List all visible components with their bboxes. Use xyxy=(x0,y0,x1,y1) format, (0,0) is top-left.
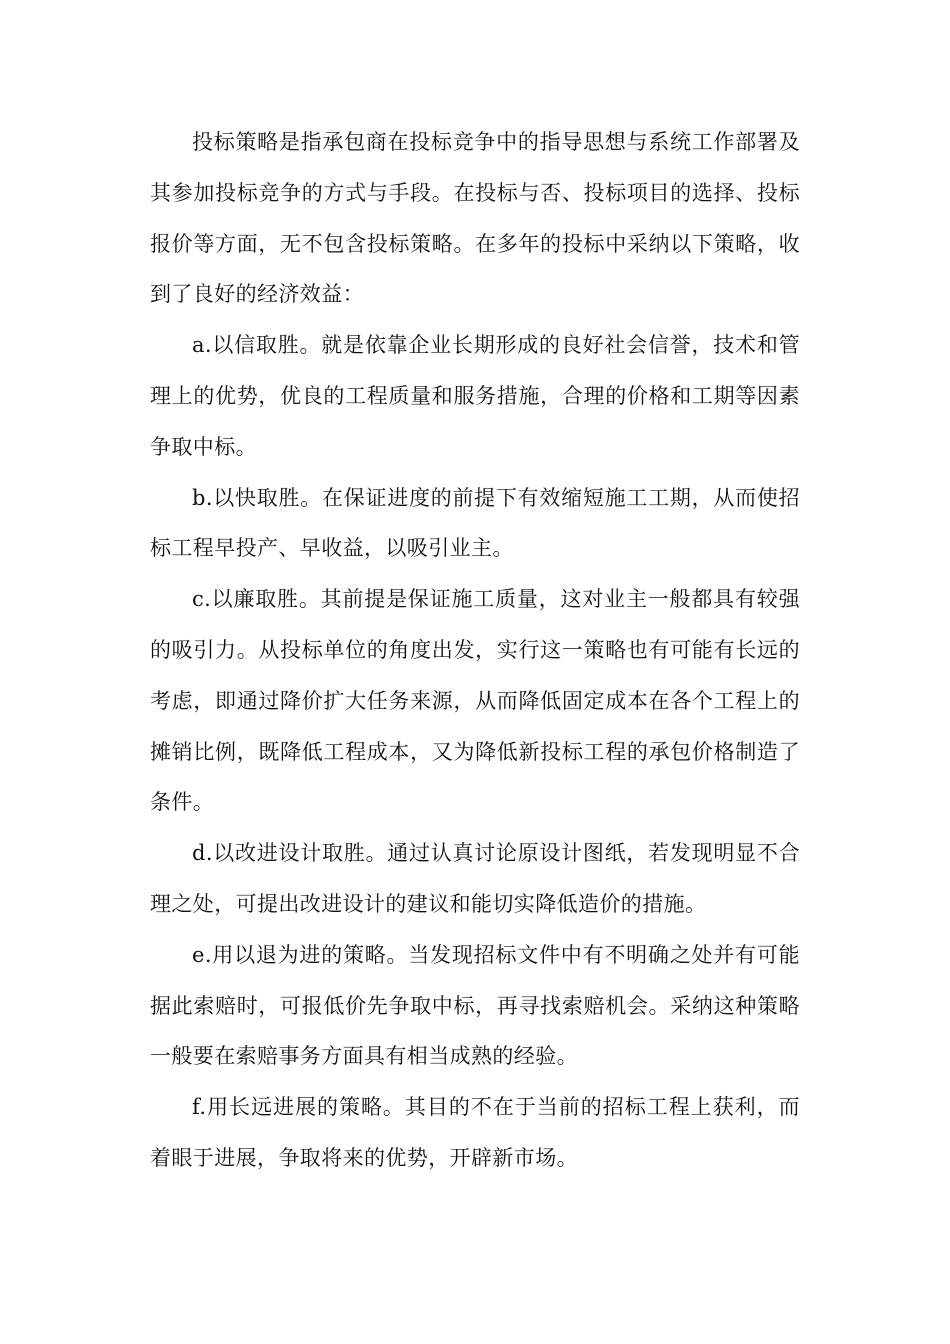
paragraph-strategy-c: c.以廉取胜。其前提是保证施工质量，这对业主一般都具有较强的吸引力。从投标单位的角度出发，实行这一策略也有可能有长远的考虑，即通过降价扩大任务来源，从而降低固定成本在各个工程上的摊销比例，既降低工程成本，又为降低新投标工程的承包价格制造了条件。 xyxy=(150,587,800,815)
paragraph-strategy-b: b.以快取胜。在保证进度的前提下有效缩短施工工期，从而使招标工程早投产、早收益，以吸引业主。 xyxy=(150,485,800,561)
paragraph-strategy-e: e.用以退为进的策略。当发现招标文件中有不明确之处并有可能据此索赔时，可报低价先争取中标，再寻找索赔机会。采纳这种策略一般要在索赔事务方面具有相当成熟的经验。 xyxy=(150,942,800,1069)
document-body xyxy=(150,117,800,1184)
paragraph-strategy-f: f.用长远进展的策略。其目的不在于当前的招标工程上获利，而着眼于进展，争取将来的优势，开辟新市场。 xyxy=(150,1095,800,1170)
paragraph-strategy-a: a.以信取胜。就是依靠企业长期形成的良好社会信誉，技术和管理上的优势，优良的工程质量和服务措施，合理的价格和工期等因素争取中标。 xyxy=(150,333,800,459)
paragraph-strategy-d: d.以改进设计取胜。通过认真讨论原设计图纸，若发现明显不合理之处，可提出改进设计的建议和能切实降低造价的措施。 xyxy=(150,841,800,916)
paragraph-intro: 投标策略是指承包商在投标竞争中的指导思想与系统工作部署及其参加投标竞争的方式与手段。在投标与否、投标项目的选择、投标报价等方面，无不包含投标策略。在多年的投标中采纳以下策略，收到了良好的经济效益： xyxy=(150,130,800,307)
